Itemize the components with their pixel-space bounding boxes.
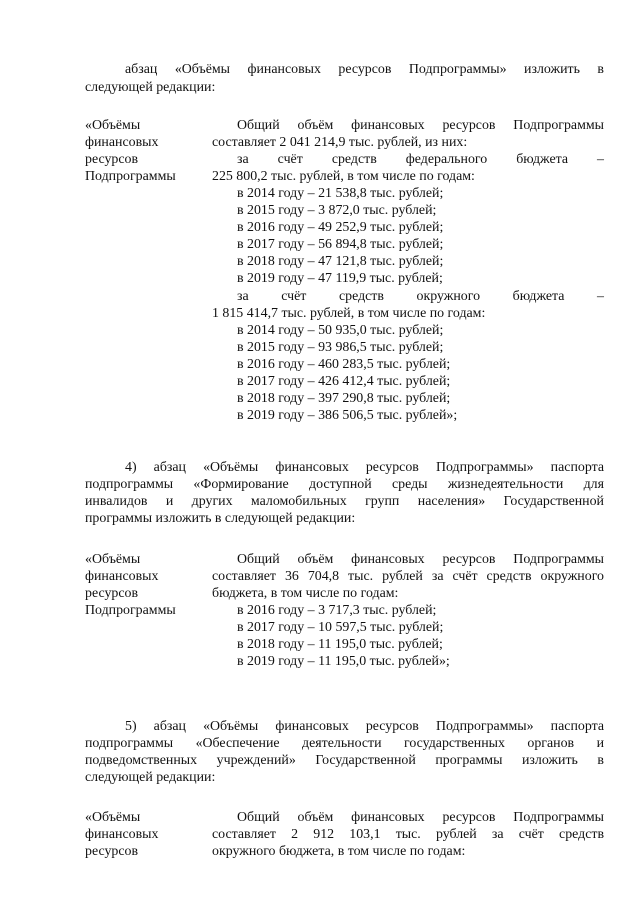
block1-line-2: составляет 2 041 214,9 тыс. рублей, из них: — [212, 135, 468, 150]
para5-line-2: подпрограммы «Обеспечение деятельности государственных органов и — [85, 736, 604, 751]
block1-line-12: 1 815 414,7 тыс. рублей, в том числе по годам: — [212, 306, 486, 321]
block1-line-14: в 2015 году – 93 986,5 тыс. рублей; — [237, 340, 444, 355]
block3-left-2: финансовых — [85, 827, 159, 842]
para4-line-2: подпрограммы «Формирование доступной среды жизнедеятельности для — [85, 477, 604, 492]
para5-line-1: 5) абзац «Объёмы финансовых ресурсов Подпрограммы» паспорта — [125, 719, 604, 734]
intro-line-2: следующей редакции: — [85, 80, 216, 95]
block1-line-11: за счёт средств окружного бюджета – — [237, 289, 604, 304]
block1-line-9: в 2018 году – 47 121,8 тыс. рублей; — [237, 254, 444, 269]
block2-line-1: Общий объём финансовых ресурсов Подпрограммы — [237, 552, 604, 567]
block3-left-1: «Объёмы — [85, 810, 141, 825]
block1-line-13: в 2014 году – 50 935,0 тыс. рублей; — [237, 323, 444, 338]
para5-line-4: следующей редакции: — [85, 770, 216, 785]
block3-line-2: составляет 2 912 103,1 тыс. рублей за счёт средств — [212, 827, 604, 842]
intro-line-1: абзац «Объёмы финансовых ресурсов Подпрограммы» изложить в — [125, 62, 604, 77]
block1-line-4: 225 800,2 тыс. рублей, в том числе по годам: — [212, 169, 475, 184]
block2-line-2: составляет 36 704,8 тыс. рублей за счёт средств окружного — [212, 569, 604, 584]
block1-line-18: в 2019 году – 386 506,5 тыс. рублей»; — [237, 408, 458, 423]
block1-line-16: в 2017 году – 426 412,4 тыс. рублей; — [237, 374, 451, 389]
block3-left-3: ресурсов — [85, 844, 138, 859]
para4-line-4: программы изложить в следующей редакции: — [85, 511, 356, 526]
block1-line-17: в 2018 году – 397 290,8 тыс. рублей; — [237, 391, 451, 406]
block2-line-5: в 2017 году – 10 597,5 тыс. рублей; — [237, 620, 444, 635]
block2-left-2: финансовых — [85, 569, 159, 584]
block1-left-1: «Объёмы — [85, 118, 141, 133]
block2-line-4: в 2016 году – 3 717,3 тыс. рублей; — [237, 603, 437, 618]
para5-line-3: подведомственных учреждений» Государственной программы изложить в — [85, 753, 604, 768]
block3-line-1: Общий объём финансовых ресурсов Подпрограммы — [237, 810, 604, 825]
block2-line-6: в 2018 году – 11 195,0 тыс. рублей; — [237, 637, 443, 652]
block1-left-3: ресурсов — [85, 152, 138, 167]
block1-line-1: Общий объём финансовых ресурсов Подпрограммы — [237, 118, 604, 133]
para4-line-1: 4) абзац «Объёмы финансовых ресурсов Подпрограммы» паспорта — [125, 460, 604, 475]
block1-line-6: в 2015 году – 3 872,0 тыс. рублей; — [237, 203, 437, 218]
block2-left-3: ресурсов — [85, 586, 138, 601]
para4-line-3: инвалидов и других маломобильных групп населения» Государственной — [85, 494, 604, 509]
block2-line-3: бюджета, в том числе по годам: — [212, 586, 399, 601]
block1-line-7: в 2016 году – 49 252,9 тыс. рублей; — [237, 220, 444, 235]
block3-line-3: окружного бюджета, в том числе по годам: — [212, 844, 466, 859]
block2-left-1: «Объёмы — [85, 552, 141, 567]
block1-left-2: финансовых — [85, 135, 159, 150]
block1-line-5: в 2014 году – 21 538,8 тыс. рублей; — [237, 186, 444, 201]
block1-left-4: Подпрограммы — [85, 169, 176, 184]
block1-line-8: в 2017 году – 56 894,8 тыс. рублей; — [237, 237, 444, 252]
block1-line-10: в 2019 году – 47 119,9 тыс. рублей; — [237, 271, 443, 286]
block2-left-4: Подпрограммы — [85, 603, 176, 618]
block1-line-3: за счёт средств федерального бюджета – — [237, 152, 604, 167]
block2-line-7: в 2019 году – 11 195,0 тыс. рублей»; — [237, 654, 450, 669]
block1-line-15: в 2016 году – 460 283,5 тыс. рублей; — [237, 357, 451, 372]
